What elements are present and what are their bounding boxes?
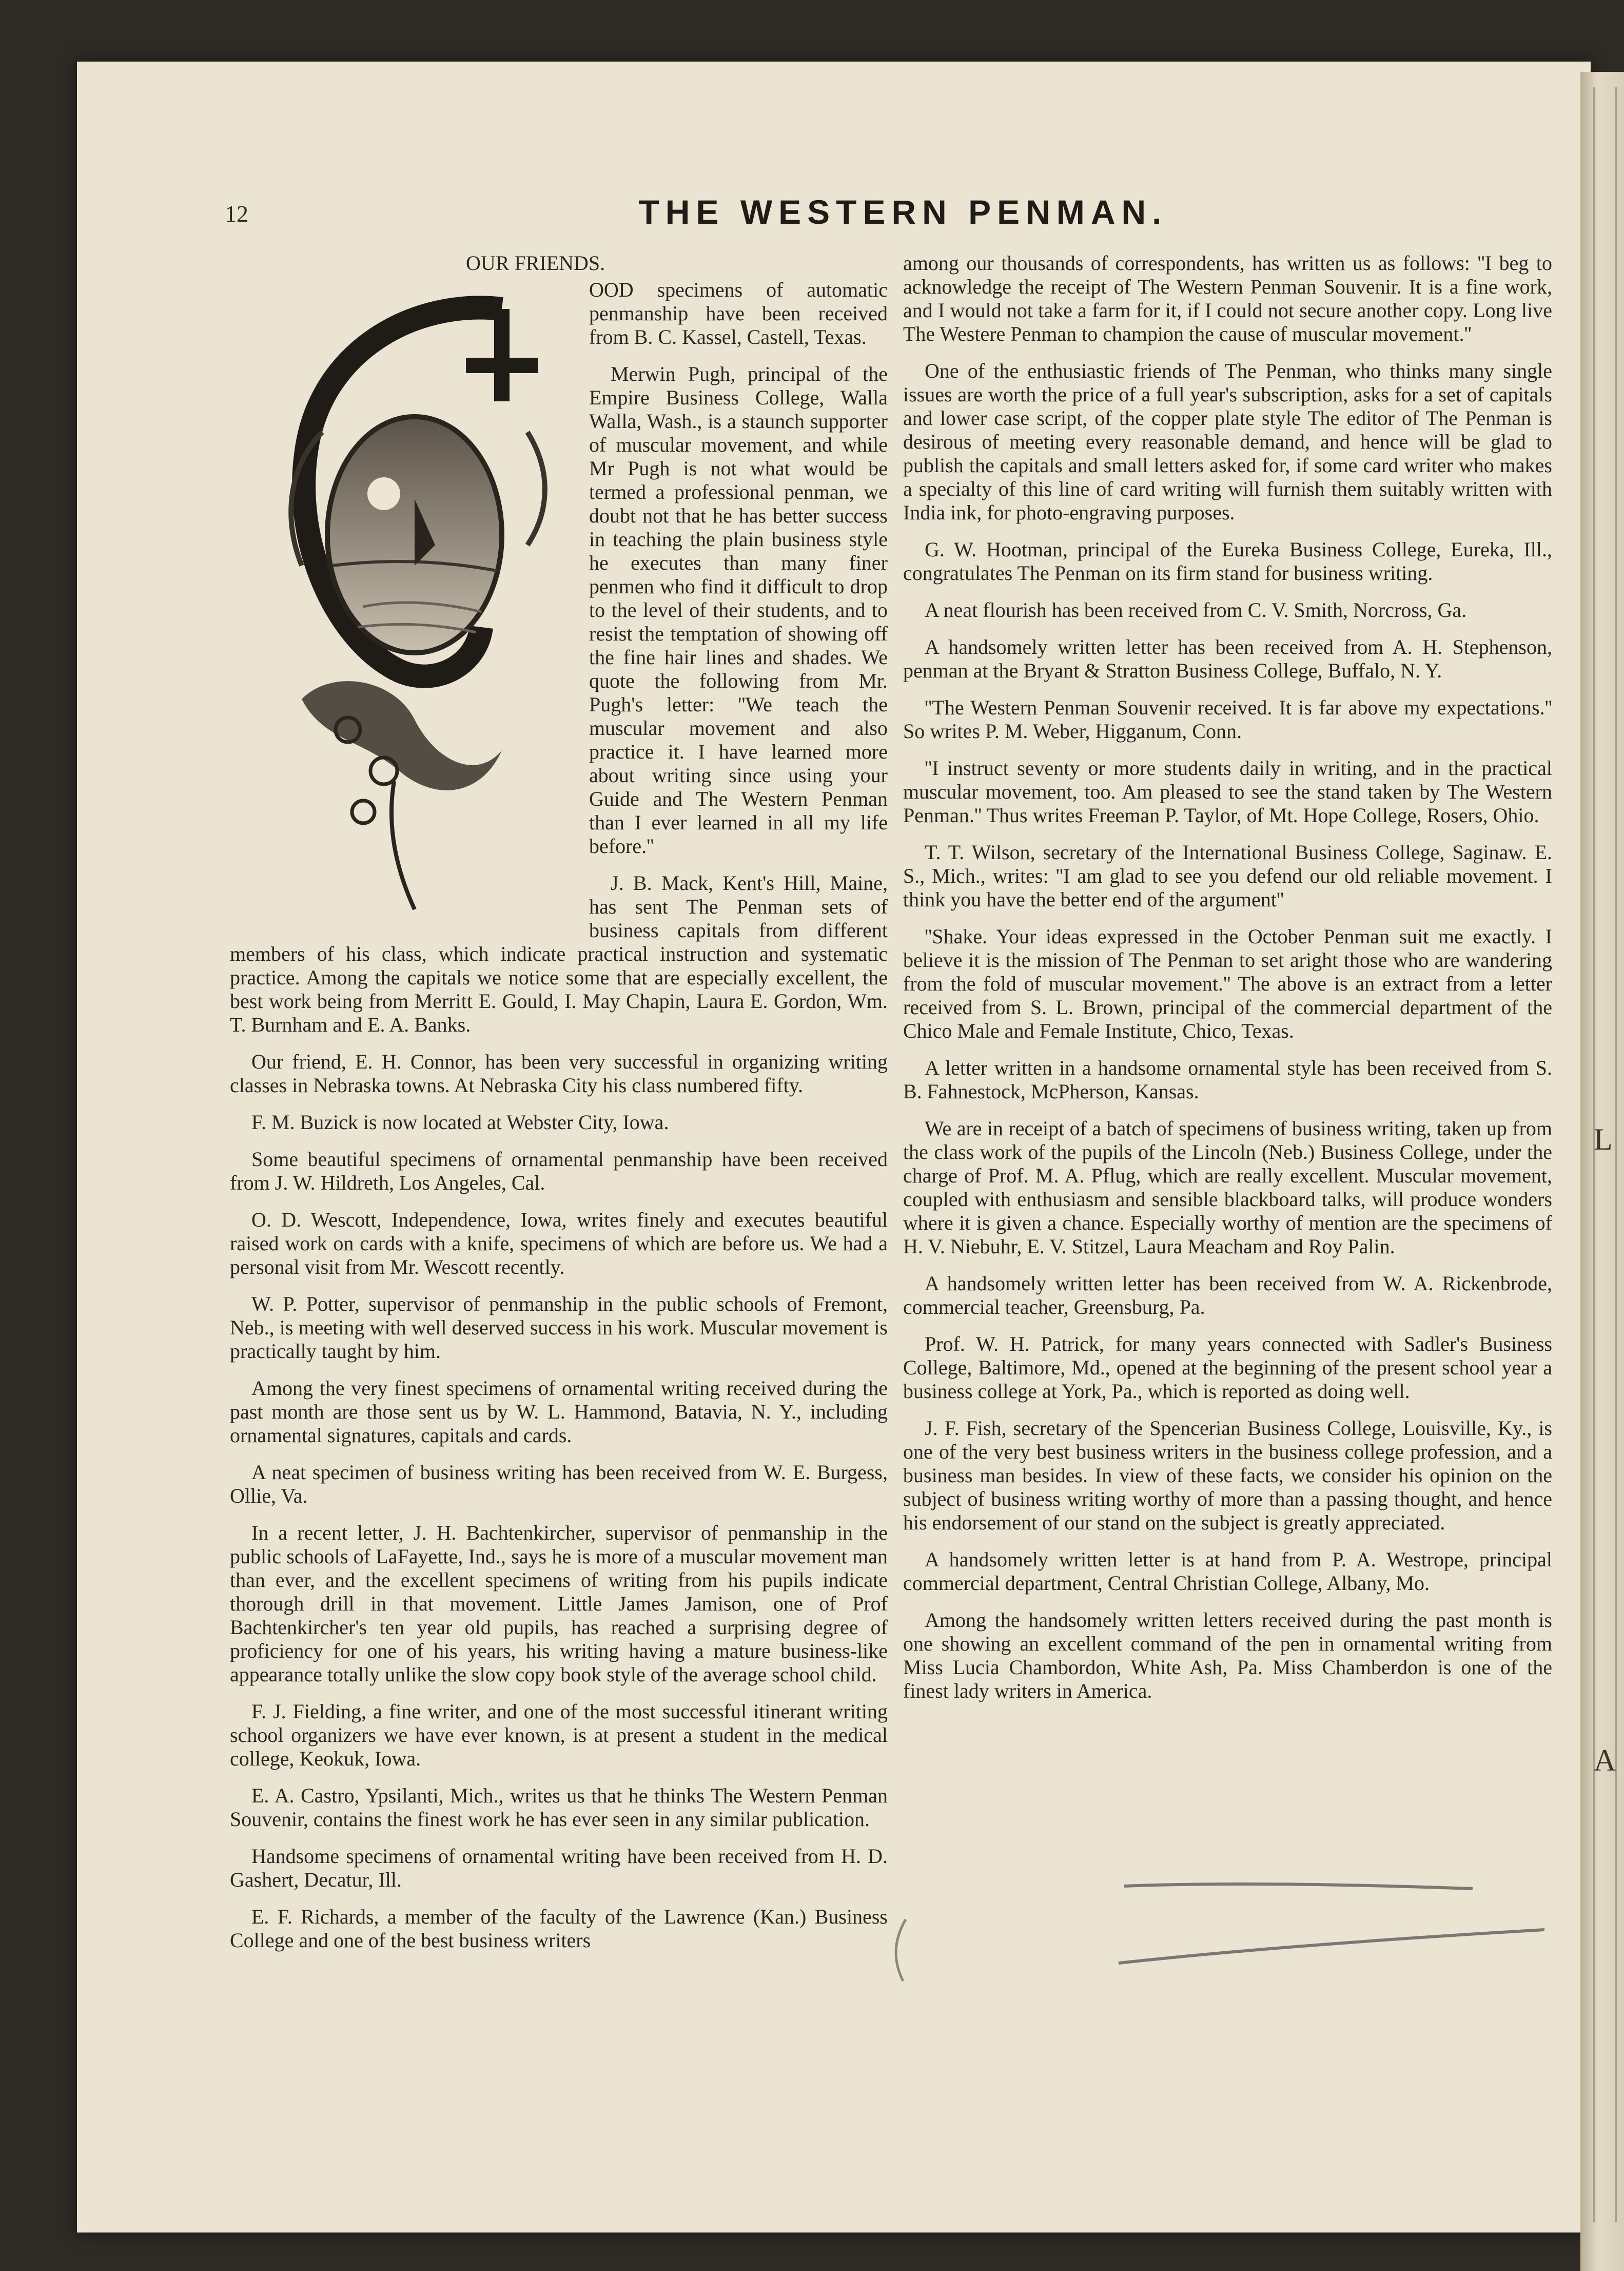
article-paragraph: ''Shake. Your ideas expressed in the October Penman suit me exactly. I believe it is the mission of The Penman to set aright those who are wandering from the fold of muscular movement.'' The above is an extract from a letter received from S. L. Brown, principal of the commercial department of the Chico Male and Female Institute, Chico, Texas. [903, 925, 1552, 1042]
article-paragraph: A neat specimen of business writing has been received from W. E. Burgess, Ollie, Va. [230, 1461, 888, 1507]
article-paragraph: OOD specimens of automatic penmanship have been received from B. C. Kassel, Castell, Texas. [589, 278, 888, 348]
article-paragraph: A neat flourish has been received from C. V. Smith, Norcross, Ga. [925, 598, 1467, 622]
article-paragraph: One of the enthusiastic friends of The Penman, who thinks many single issues are worth the price of a full year's subscription, asks for a set of capitals and lower case script, of the copper plate style The editor of The Penman is desirous of meeting every reasonable demand, and hence will be glad to publish the capitals and small letters asked for, if some card writer who makes a specialty of this line of card writing will furnish them suitably written with India ink, for photo-engraving purposes. [903, 359, 1552, 524]
article-paragraph: We are in receipt of a batch of specimens of business writing, taken up from the class work of the pupils of the Lincoln (Neb.) Business College, under the charge of Prof. M. A. Pflug, which are really excellent. Muscular movement, coupled with enthusiasm and sensible blackboard talks, will produce wonders where it is given a chance. Especially worthy of mention are the specimens of H. V. Niebuhr, E. V. Stitzel, Laura Meacham and Roy Palin. [903, 1117, 1552, 1258]
article-paragraph: E. F. Richards, a member of the faculty of the Lawrence (Kan.) Business College and one of the best business writers [230, 1905, 888, 1952]
facing-page-letter: L [1594, 1122, 1613, 1156]
article-paragraph: In a recent letter, J. H. Bachtenkircher, supervisor of penmanship in the public schools of LaFayette, Ind., says he is more of a muscular movement man than ever, and the excellent specimens of writing from his pupils indicate thorough drill in that movement. Little James Jamison, one of Prof Bachtenkircher's ten year old pupils, has reached a surprising degree of proficiency for one of his years, his writing having a mature business-like appearance totally unlike the slow copy book style of the average school child. [230, 1521, 888, 1686]
article-paragraph: among our thousands of correspondents, has written us as follows: ''I beg to acknowledge the receipt of The Western Penman Souvenir. It is a fine work, and I would not take a farm for it, if I could not secure another copy. Long live The Westere Penman to champion the cause of muscular movement.'' [903, 251, 1552, 345]
article-paragraph: ''The Western Penman Souvenir received. It is far above my expectations.'' So writes P. M. Weber, Higganum, Conn. [903, 696, 1552, 743]
article-paragraph: A handsomely written letter has been received from W. A. Rickenbrode, commercial teacher, Greensburg, Pa. [903, 1272, 1552, 1318]
article-paragraph: W. P. Potter, supervisor of penmanship in the public schools of Fremont, Neb., is meeting with well deserved success in his work. Muscular movement is practically taught by him. [230, 1292, 888, 1363]
article-paragraph: Some beautiful specimens of ornamental penmanship have been received from J. W. Hildreth, Los Angeles, Cal. [230, 1148, 888, 1194]
article-paragraph: Our friend, E. H. Connor, has been very successful in organizing writing classes in Nebraska towns. At Nebraska City his class numbered fifty. [230, 1050, 888, 1097]
article-paragraph: A letter written in a handsome ornamental style has been received from S. B. Fahnestock, McPherson, Kansas. [903, 1056, 1552, 1103]
article-paragraph: O. D. Wescott, Independence, Iowa, writes finely and executes beautiful raised work on cards with a knife, specimens of which are before us. We had a personal visit from Mr. Wescott recently. [230, 1208, 888, 1278]
article-paragraph: Merwin Pugh, principal of the Empire Business College, Walla Walla, Wash., is a staunch supporter of muscular movement, and while Mr Pugh is not what would be termed a professional penman, we doubt not that he has better success in teaching the plain business style he executes than many finer penmen who find it difficult to drop to the level of their students, and to resist the temptation of showing off the fine hair lines and shades. We quote the following from Mr. Pugh's letter: ''We teach the muscular movement and also practice it. I have learned more about writing since using your Guide and The Western Penman than I ever learned in all my life before.'' [589, 362, 888, 858]
article-paragraph: ''I instruct seventy or more students daily in writing, and in the practical muscular movement, too. Am pleased to see the stand taken by The Western Penman.'' Thus writes Freeman P. Taylor, of Mt. Hope College, Rosers, Ohio. [903, 756, 1552, 827]
masthead-title: THE WESTERN PENMAN. [638, 193, 1168, 231]
article-paragraph: T. T. Wilson, secretary of the International Business College, Saginaw. E. S., Mich., writes: ''I am glad to see you defend our old reliable movement. I think you have the better end of the argument'' [903, 841, 1552, 911]
page-number: 12 [225, 201, 248, 227]
article-paragraph: Among the handsomely written letters received during the past month is one showing an excellent command of the pen in ornamental writing from Miss Lucia Chambordon, White Ash, Pa. Miss Chamberdon is one of the finest lady writers in America. [903, 1608, 1552, 1702]
article-paragraph: F. M. Buzick is now located at Webster City, Iowa. [251, 1111, 669, 1134]
article-paragraph: Prof. W. H. Patrick, for many years connected with Sadler's Business College, Baltimore, Md., opened at the beginning of the present school year a business college at York, Pa., which is reported as doing well. [903, 1332, 1552, 1403]
article-paragraph: J. F. Fish, secretary of the Spencerian Business College, Louisville, Ky., is one of the very best business writers in the business college profession, and a business man besides. In view of these facts, we consider his opinion on the subject of business writing worthy of more than a passing thought, and hence his endorsement of our stand on the subject is greatly appreciated. [903, 1416, 1552, 1534]
article-paragraph: Among the very finest specimens of ornamental writing received during the past month are those sent us by W. L. Hammond, Batavia, N. Y., including ornamental signatures, capitals and cards. [230, 1376, 888, 1447]
article-paragraph: E. A. Castro, Ypsilanti, Mich., writes us that he thinks The Western Penman Souvenir, contains the finest work he has ever seen in any similar publication. [230, 1784, 888, 1831]
article-paragraph: F. J. Fielding, a fine writer, and one of the most successful itinerant writing school organizers we have ever known, is at present a student in the medical college, Keokuk, Iowa. [230, 1700, 888, 1770]
article-paragraph: G. W. Hootman, principal of the Eureka Business College, Eureka, Ill., congratulates The Penman on its firm stand for business writing. [903, 538, 1552, 585]
facing-page-letter: A [1594, 1743, 1616, 1777]
section-heading: OUR FRIENDS. [466, 251, 605, 275]
article-paragraph: A handsomely written letter is at hand from P. A. Westrope, principal commercial department, Central Christian College, Albany, Mo. [903, 1548, 1552, 1595]
article-paragraph: Handsome specimens of ornamental writing have been received from H. D. Gashert, Decatur, Ill. [230, 1845, 888, 1891]
article-paragraph: J. B. Mack, Kent's Hill, Maine, has sent The Penman sets of business capitals from different members of his class, which indicate practical instruction and systematic practice. Among the capitals we notice some that are especially excellent, the best work being from Merritt E. Gould, I. May Chapin, Laura E. Gordon, Wm. T. Burnham and E. A. Banks. [230, 871, 888, 1036]
article-paragraph: A handsomely written letter has been received from A. H. Stephenson, penman at the Bryant & Stratton Business College, Buffalo, N. Y. [903, 635, 1552, 682]
